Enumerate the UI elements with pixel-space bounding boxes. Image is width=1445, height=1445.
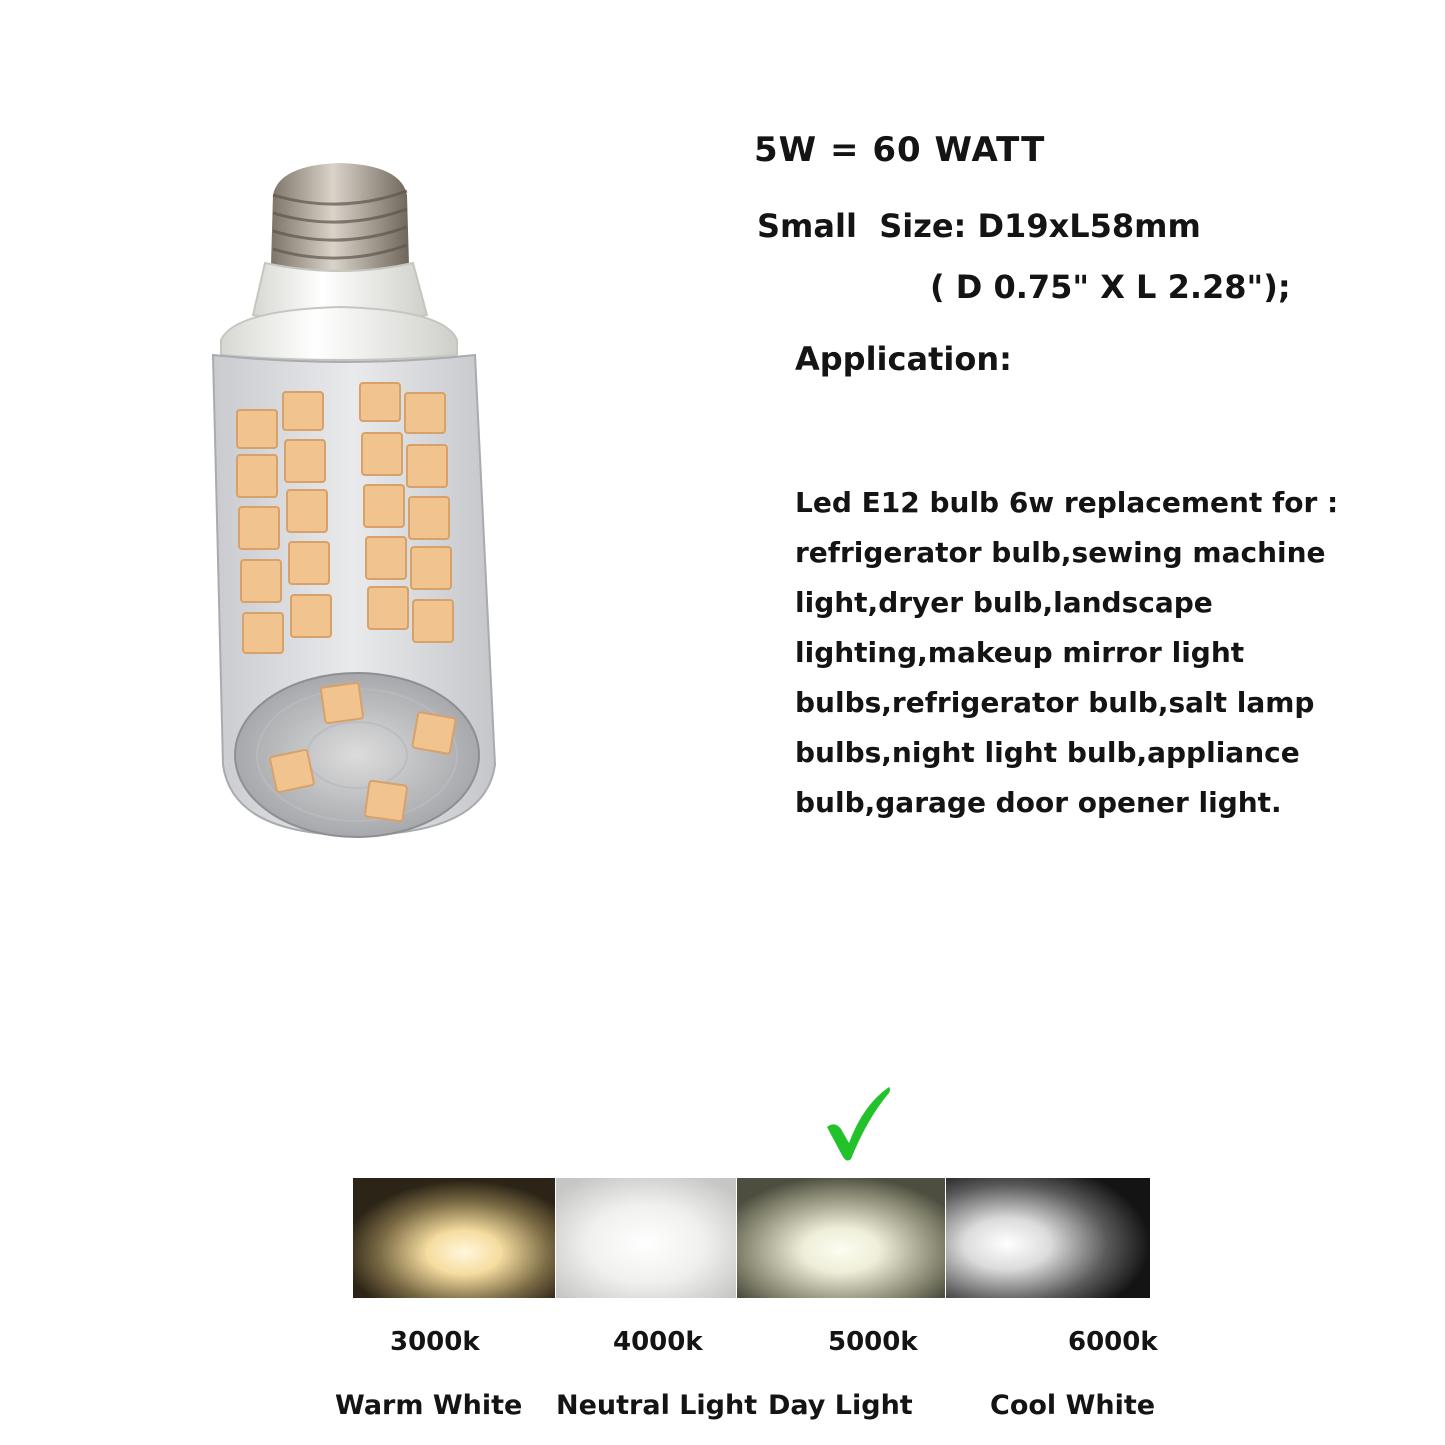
kelvin-label: 4000k: [613, 1327, 703, 1357]
description-line: bulbs,night light bulb,appliance: [795, 736, 1300, 769]
swatch-day-light[interactable]: [737, 1178, 945, 1298]
application-description: [795, 478, 1355, 828]
description-line: refrigerator bulb,sewing machine: [795, 536, 1326, 569]
description-line: bulb,garage door opener light.: [795, 786, 1282, 819]
swatch-warm-white[interactable]: [353, 1178, 555, 1298]
kelvin-label: 3000k: [390, 1327, 480, 1357]
color-name-label: Warm White: [335, 1390, 523, 1421]
color-name-label: Day Light: [768, 1390, 913, 1421]
power-equivalence: 5W = 60 WATT: [754, 130, 1046, 170]
swatch-neutral-light[interactable]: [556, 1178, 736, 1298]
description-line: Led E12 bulb 6w replacement for :: [795, 486, 1339, 519]
led-bulb-image: [195, 155, 515, 845]
description-line: light,dryer bulb,landscape: [795, 586, 1213, 619]
application-heading: Application:: [795, 340, 1012, 378]
kelvin-label: 5000k: [828, 1327, 918, 1357]
swatch-cool-white[interactable]: [946, 1178, 1150, 1298]
kelvin-label: 6000k: [1068, 1327, 1158, 1357]
size-spec: Small Size: D19xL58mm: [757, 207, 1201, 245]
color-name-label: Cool White: [990, 1390, 1156, 1421]
description-line: lighting,makeup mirror light: [795, 636, 1245, 669]
description-line: bulbs,refrigerator bulb,salt lamp: [795, 686, 1315, 719]
color-name-label: Neutral Light: [556, 1390, 758, 1421]
size-spec-inches: ( D 0.75" X L 2.28");: [930, 268, 1291, 306]
checkmark-icon: [823, 1083, 895, 1163]
